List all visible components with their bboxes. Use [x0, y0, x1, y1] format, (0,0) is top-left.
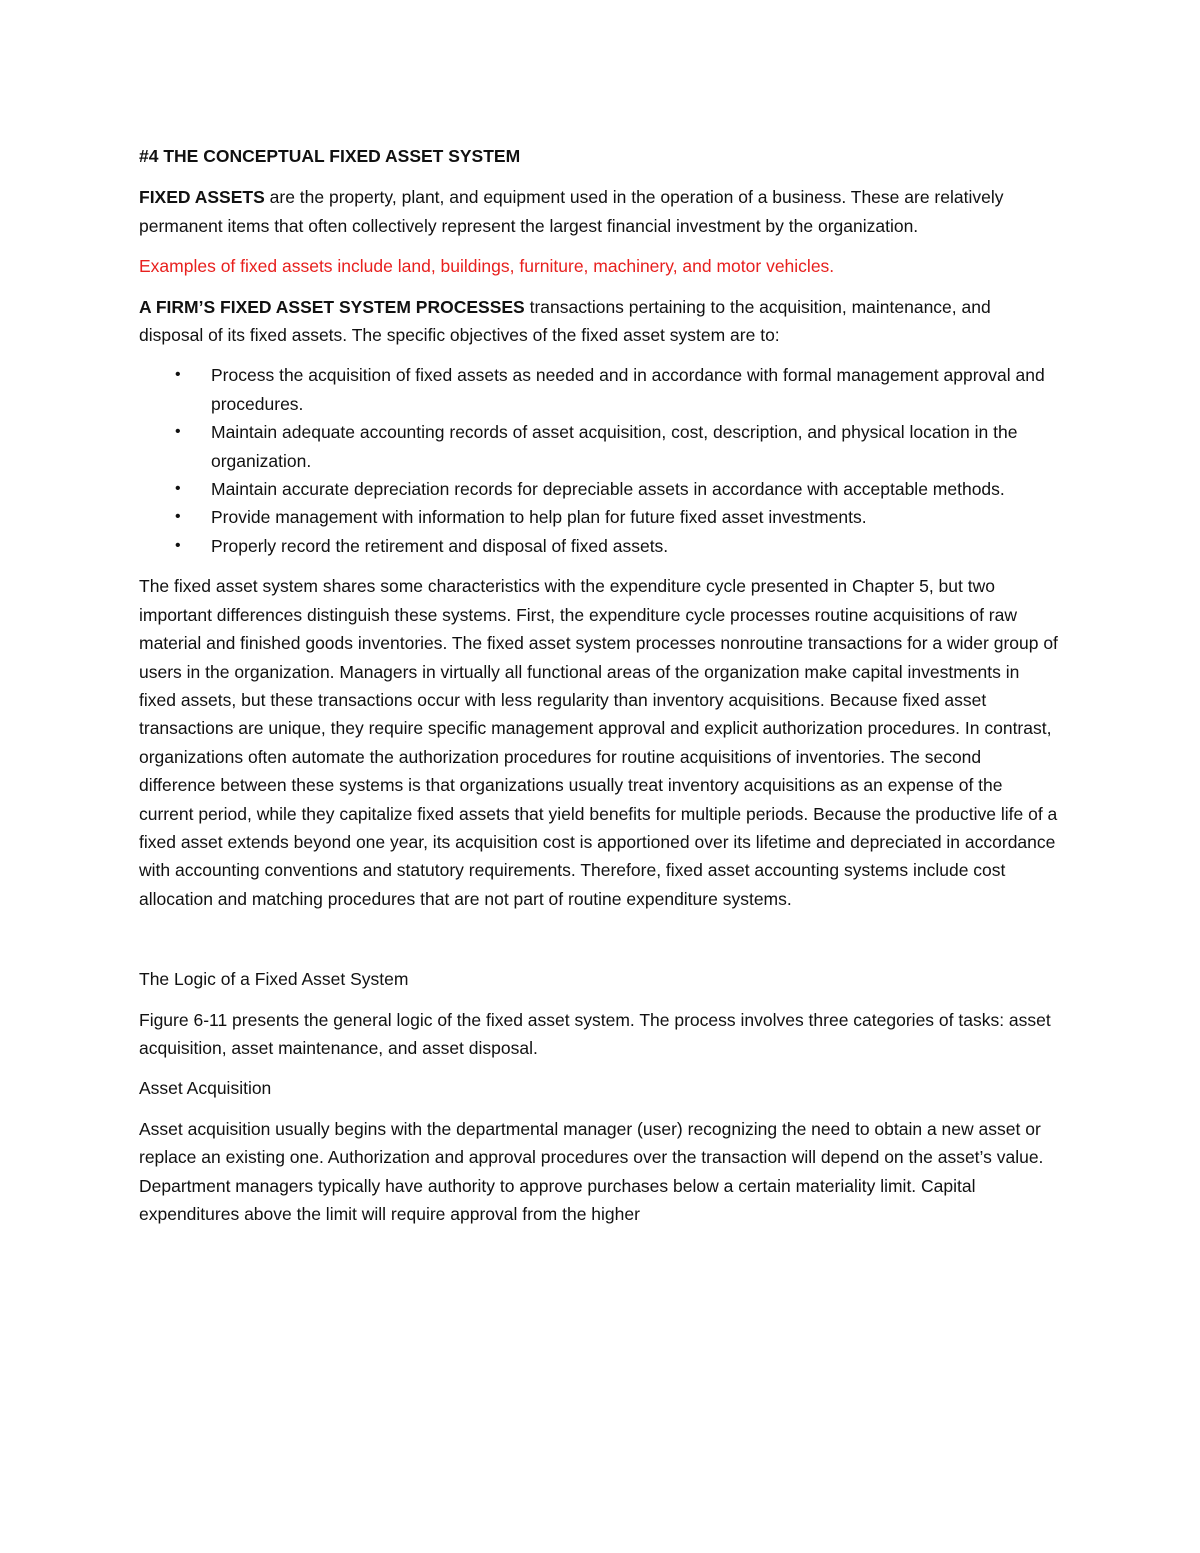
list-item — [139, 475, 1059, 503]
list-item-text: Properly record the retirement and disposal of fixed assets. — [211, 535, 669, 556]
objectives-intro-text: transactions pertaining to the acquisition, maintenance, and disposal of its fixed assets. The specific objectives of the fixed asset system are to: — [139, 296, 991, 346]
objectives-list — [139, 361, 1059, 560]
comparison-paragraph: The fixed asset system shares some characteristics with the expenditure cycle presented in Chapter 5, but two important differences distinguish these systems. First, the expenditure cycle processes routine acquisitions of raw material and finished goods inventories. The fixed asset system processes nonroutine transactions for a wider group of users in the organization. Managers in virtually all functional areas of the organization make capital investments in fixed assets, but these transactions occur with less regularity than inventory acquisitions. Because fixed asset transactions are unique, they require specific management approval and explicit authorization procedures. In contrast, organizations often automate the authorization procedures for routine acquisitions of inventories. The second difference between these systems is that organizations usually treat inventory acquisitions as an expense of the current period, while they capitalize fixed assets that yield benefits for multiple periods. Because the productive life of a fixed asset extends beyond one year, its acquisition cost is apportioned over its lifetime and depreciated in accordance with accounting conventions and statutory requirements. Therefore, fixed asset accounting systems include cost allocation and matching procedures that are not part of routine expenditure systems. — [139, 576, 1058, 909]
list-item-text: Maintain accurate depreciation records for depreciable assets in accordance with acceptable methods. — [211, 479, 1005, 500]
document-title: #4 THE CONCEPTUAL FIXED ASSET SYSTEM — [139, 146, 521, 166]
list-item-text: Maintain adequate accounting records of asset acquisition, cost, description, and physical location in the organization. — [211, 422, 1018, 471]
list-item — [139, 418, 1059, 475]
bullet-icon: • — [175, 423, 181, 441]
list-item — [139, 532, 1059, 560]
document-page — [139, 142, 1059, 1240]
intro-lead-term: FIXED ASSETS — [139, 187, 265, 208]
objectives-intro-paragraph — [139, 293, 1059, 350]
intro-text: are the property, plant, and equipment used in the operation of a business. These are relatively permanent items that often collectively represent the largest financial investment by the organization. — [139, 187, 1004, 236]
logic-heading: The Logic of a Fixed Asset System — [139, 969, 409, 990]
list-item — [139, 503, 1059, 531]
bullet-icon: • — [175, 480, 181, 498]
acquisition-paragraph: Asset acquisition usually begins with the departmental manager (user) recognizing the need to obtain a new asset or replace an existing one. Authorization and approval procedures over the transaction will depend on the asset’s value. Department managers typically have authority to approve purchases below a certain materiality limit. Capital expenditures above the limit will require approval from the higher — [139, 1118, 1044, 1224]
acquisition-heading: Asset Acquisition — [139, 1078, 272, 1099]
bullet-icon: • — [175, 536, 181, 554]
logic-paragraph: Figure 6-11 presents the general logic of the fixed asset system. The process involves three categories of tasks: asset acquisition, asset maintenance, and asset disposal. — [139, 1009, 1051, 1058]
examples-paragraph: Examples of fixed assets include land, buildings, furniture, machinery, and motor vehicles. — [139, 256, 835, 277]
bullet-icon: • — [175, 366, 181, 384]
bullet-icon: • — [175, 508, 181, 526]
intro-paragraph — [139, 183, 1059, 240]
list-item — [139, 361, 1059, 418]
objectives-lead-term: A FIRM’S FIXED ASSET SYSTEM PROCESSES — [139, 296, 525, 317]
blank-line — [139, 925, 1059, 965]
list-item-text: Process the acquisition of fixed assets as needed and in accordance with formal management approval and procedures. — [211, 365, 1045, 414]
list-item-text: Provide management with information to help plan for future fixed asset investments. — [211, 507, 867, 528]
